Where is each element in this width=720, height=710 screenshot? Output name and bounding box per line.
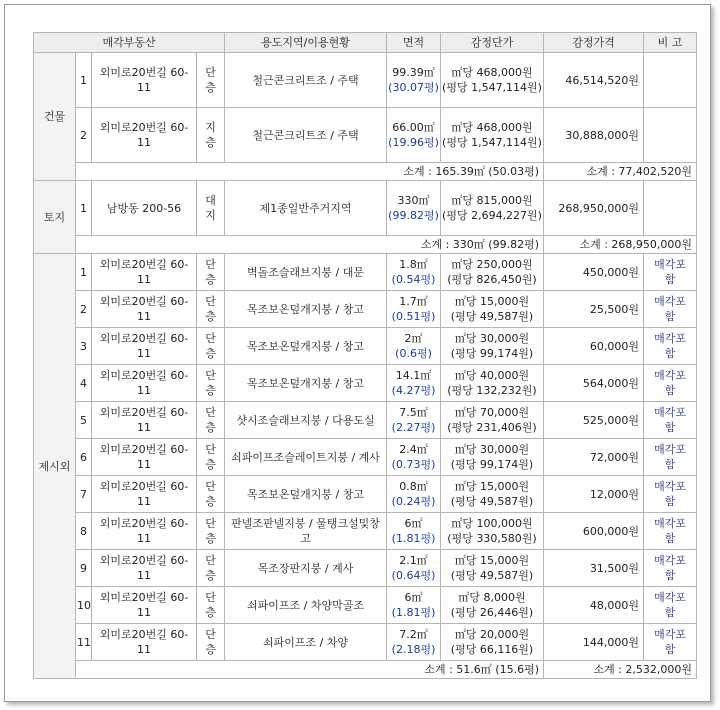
row-address: 외미로20번길 60-11 — [92, 439, 197, 476]
row-address: 외미로20번길 60-11 — [92, 550, 197, 587]
row-kind: 단층 — [197, 513, 225, 550]
row-kind: 단층 — [197, 254, 225, 291]
row-address: 외미로20번길 60-11 — [92, 587, 197, 624]
line-2: (평당 26,446원) — [450, 606, 534, 619]
line-2: (1.81평) — [391, 532, 436, 545]
row-price: 48,000원 — [544, 587, 644, 624]
table-body — [34, 53, 697, 679]
table-row — [34, 550, 697, 587]
line-2: (0.73평) — [391, 458, 436, 471]
row-unit-price — [441, 513, 544, 550]
row-note: 매각포함 — [644, 291, 697, 328]
row-note — [644, 181, 697, 236]
line-2: (0.6평) — [395, 347, 432, 360]
group-label: 건물 — [34, 53, 76, 181]
line-1: ㎡당 8,000원 — [458, 591, 526, 604]
row-usage: 목조보온덮개지붕 / 창고 — [225, 328, 387, 365]
row-usage: 목조보온덮개지붕 / 창고 — [225, 365, 387, 402]
line-1: ㎡당 15,000원 — [454, 480, 530, 493]
line-1: ㎡당 468,000원 — [451, 66, 533, 79]
header-note: 비 고 — [644, 33, 697, 53]
subtotal-area: 소계 : 165.39㎡ (50.03평) — [76, 163, 544, 181]
line-2: (평당 132,232원) — [447, 384, 537, 397]
line-1: 2.4㎡ — [399, 443, 428, 456]
group-label: 토지 — [34, 181, 76, 254]
row-unit-price — [441, 328, 544, 365]
row-address: 외미로20번길 60-11 — [92, 108, 197, 163]
row-address: 남방동 200-56 — [92, 181, 197, 236]
line-1: 1.8㎡ — [399, 258, 428, 271]
line-1: 1.7㎡ — [399, 295, 428, 308]
row-usage: 쇠파이프조슬레이트지붕 / 계사 — [225, 439, 387, 476]
row-usage: 목조장판지붕 / 계사 — [225, 550, 387, 587]
table-row — [34, 624, 697, 661]
row-area — [387, 587, 441, 624]
row-unit-price — [441, 624, 544, 661]
row-price: 25,500원 — [544, 291, 644, 328]
line-1: ㎡당 250,000원 — [451, 258, 533, 271]
line-2: (평당 99,174원) — [450, 458, 534, 471]
row-price: 144,000원 — [544, 624, 644, 661]
line-1: ㎡당 70,000원 — [454, 406, 530, 419]
row-number: 2 — [76, 108, 92, 163]
row-note: 매각포함 — [644, 328, 697, 365]
row-kind: 지층 — [197, 108, 225, 163]
row-kind: 대지 — [197, 181, 225, 236]
row-price: 72,000원 — [544, 439, 644, 476]
row-area — [387, 53, 441, 108]
line-2: (평당 99,174원) — [450, 347, 534, 360]
row-price: 60,000원 — [544, 328, 644, 365]
row-area — [387, 181, 441, 236]
row-note: 매각포함 — [644, 365, 697, 402]
line-2: (평당 2,694,227원) — [442, 209, 542, 222]
row-address: 외미로20번길 60-11 — [92, 53, 197, 108]
row-usage: 판넬조판넬지붕 / 물탱크설및창고 — [225, 513, 387, 550]
row-area — [387, 254, 441, 291]
line-2: (평당 1,547,114원) — [442, 81, 542, 94]
line-1: 6㎡ — [404, 517, 423, 530]
row-unit-price — [441, 439, 544, 476]
line-2: (평당 231,406원) — [447, 421, 537, 434]
appraisal-table — [33, 32, 697, 679]
row-note: 매각포함 — [644, 587, 697, 624]
row-number: 11 — [76, 624, 92, 661]
row-price: 46,514,520원 — [544, 53, 644, 108]
line-1: 2.1㎡ — [399, 554, 428, 567]
row-usage: 쇠파이프조 / 차양 — [225, 624, 387, 661]
row-number: 1 — [76, 53, 92, 108]
row-address: 외미로20번길 60-11 — [92, 476, 197, 513]
row-kind: 단층 — [197, 550, 225, 587]
table-row — [34, 254, 697, 291]
row-address: 외미로20번길 60-11 — [92, 624, 197, 661]
table-row — [34, 365, 697, 402]
row-unit-price — [441, 402, 544, 439]
row-area — [387, 365, 441, 402]
row-note: 매각포함 — [644, 624, 697, 661]
row-area — [387, 439, 441, 476]
row-number: 3 — [76, 328, 92, 365]
row-price: 30,888,000원 — [544, 108, 644, 163]
row-number: 2 — [76, 291, 92, 328]
row-unit-price — [441, 53, 544, 108]
row-note: 매각포함 — [644, 402, 697, 439]
table-row — [34, 53, 697, 108]
row-unit-price — [441, 587, 544, 624]
header-unit-price: 감정단가 — [441, 33, 544, 53]
line-2: (19.96평) — [388, 136, 439, 149]
row-price: 31,500원 — [544, 550, 644, 587]
row-kind: 단층 — [197, 328, 225, 365]
row-unit-price — [441, 291, 544, 328]
table-row — [34, 402, 697, 439]
row-kind: 단층 — [197, 365, 225, 402]
line-2: (평당 330,580원) — [447, 532, 537, 545]
row-note — [644, 108, 697, 163]
subtotal-area: 소계 : 330㎡ (99.82평) — [76, 236, 544, 254]
line-1: ㎡당 40,000원 — [454, 369, 530, 382]
line-2: (평당 826,450원) — [447, 273, 537, 286]
row-unit-price — [441, 254, 544, 291]
line-2: (평당 49,587원) — [450, 495, 534, 508]
row-usage: 제1종일반주거지역 — [225, 181, 387, 236]
row-address: 외미로20번길 60-11 — [92, 365, 197, 402]
line-2: (99.82평) — [388, 209, 439, 222]
line-1: 99.39㎡ — [392, 66, 435, 79]
line-1: ㎡당 15,000원 — [454, 554, 530, 567]
row-address: 외미로20번길 60-11 — [92, 254, 197, 291]
row-note — [644, 53, 697, 108]
row-price: 525,000원 — [544, 402, 644, 439]
row-area — [387, 402, 441, 439]
header-area: 면적 — [387, 33, 441, 53]
line-2: (0.24평) — [391, 495, 436, 508]
row-usage: 목조보온덮개지붕 / 창고 — [225, 476, 387, 513]
row-number: 1 — [76, 181, 92, 236]
row-kind: 단층 — [197, 53, 225, 108]
subtotal-row — [34, 236, 697, 254]
row-price: 564,000원 — [544, 365, 644, 402]
line-1: ㎡당 15,000원 — [454, 295, 530, 308]
table-row — [34, 108, 697, 163]
line-2: (1.81평) — [391, 606, 436, 619]
line-2: (평당 49,587원) — [450, 569, 534, 582]
row-area — [387, 291, 441, 328]
appraisal-frame — [4, 4, 711, 702]
row-unit-price — [441, 550, 544, 587]
line-1: 7.5㎡ — [399, 406, 428, 419]
row-address: 외미로20번길 60-11 — [92, 328, 197, 365]
line-1: 2㎡ — [404, 332, 423, 345]
row-area — [387, 328, 441, 365]
row-kind: 단층 — [197, 476, 225, 513]
row-note: 매각포함 — [644, 476, 697, 513]
row-usage: 목조보온덮개지붕 / 창고 — [225, 291, 387, 328]
line-1: 14.1㎡ — [395, 369, 432, 382]
row-address: 외미로20번길 60-11 — [92, 291, 197, 328]
row-kind: 단층 — [197, 587, 225, 624]
line-1: 7.2㎡ — [399, 628, 428, 641]
row-usage: 벽돌조슬래브지붕 / 대문 — [225, 254, 387, 291]
line-2: (평당 49,587원) — [450, 310, 534, 323]
table-row — [34, 476, 697, 513]
header-row — [34, 33, 697, 53]
row-address: 외미로20번길 60-11 — [92, 513, 197, 550]
subtotal-row — [34, 163, 697, 181]
row-kind: 단층 — [197, 439, 225, 476]
table-row — [34, 328, 697, 365]
line-1: ㎡당 30,000원 — [454, 332, 530, 345]
row-price: 450,000원 — [544, 254, 644, 291]
row-kind: 단층 — [197, 402, 225, 439]
subtotal-price: 소계 : 2,532,000원 — [544, 661, 697, 679]
table-row — [34, 439, 697, 476]
line-2: (2.27평) — [391, 421, 436, 434]
row-area — [387, 513, 441, 550]
row-note: 매각포함 — [644, 550, 697, 587]
row-unit-price — [441, 108, 544, 163]
table-row — [34, 181, 697, 236]
line-2: (4.27평) — [391, 384, 436, 397]
row-price: 12,000원 — [544, 476, 644, 513]
header-property: 매각부동산 — [34, 33, 225, 53]
row-kind: 단층 — [197, 291, 225, 328]
row-area — [387, 476, 441, 513]
row-number: 5 — [76, 402, 92, 439]
row-unit-price — [441, 476, 544, 513]
row-usage: 쇠파이프조 / 차양막골조 — [225, 587, 387, 624]
row-usage: 샷시조슬래브지붕 / 다용도실 — [225, 402, 387, 439]
line-2: (평당 1,547,114원) — [442, 136, 542, 149]
row-usage: 철근콘크리트조 / 주택 — [225, 53, 387, 108]
row-area — [387, 550, 441, 587]
row-area — [387, 108, 441, 163]
subtotal-area: 소계 : 51.6㎡ (15.6평) — [76, 661, 544, 679]
line-2: (0.64평) — [391, 569, 436, 582]
row-number: 9 — [76, 550, 92, 587]
line-2: (30.07평) — [388, 81, 439, 94]
subtotal-price: 소계 : 77,402,520원 — [544, 163, 697, 181]
line-1: ㎡당 20,000원 — [454, 628, 530, 641]
line-1: 6㎡ — [404, 591, 423, 604]
row-unit-price — [441, 365, 544, 402]
row-address: 외미로20번길 60-11 — [92, 402, 197, 439]
row-number: 4 — [76, 365, 92, 402]
header-usage: 용도지역/이용현황 — [225, 33, 387, 53]
line-2: (0.54평) — [391, 273, 436, 286]
line-1: 66.00㎡ — [392, 121, 435, 134]
table-row — [34, 291, 697, 328]
row-usage: 철근콘크리트조 / 주택 — [225, 108, 387, 163]
header-price: 감정가격 — [544, 33, 644, 53]
table-row — [34, 513, 697, 550]
line-1: ㎡당 815,000원 — [451, 194, 533, 207]
line-1: 0.8㎡ — [399, 480, 428, 493]
row-number: 7 — [76, 476, 92, 513]
row-area — [387, 624, 441, 661]
group-label: 제시외 — [34, 254, 76, 679]
line-1: ㎡당 30,000원 — [454, 443, 530, 456]
table-row — [34, 587, 697, 624]
row-number: 10 — [76, 587, 92, 624]
subtotal-row — [34, 661, 697, 679]
line-1: 330㎡ — [397, 194, 430, 207]
line-2: (0.51평) — [391, 310, 436, 323]
subtotal-price: 소계 : 268,950,000원 — [544, 236, 697, 254]
row-number: 8 — [76, 513, 92, 550]
line-1: ㎡당 468,000원 — [451, 121, 533, 134]
row-unit-price — [441, 181, 544, 236]
row-note: 매각포함 — [644, 513, 697, 550]
row-price: 600,000원 — [544, 513, 644, 550]
row-note: 매각포함 — [644, 439, 697, 476]
row-number: 6 — [76, 439, 92, 476]
row-note: 매각포함 — [644, 254, 697, 291]
line-2: (평당 66,116원) — [450, 643, 534, 656]
row-number: 1 — [76, 254, 92, 291]
line-1: ㎡당 100,000원 — [451, 517, 533, 530]
row-kind: 단층 — [197, 624, 225, 661]
row-price: 268,950,000원 — [544, 181, 644, 236]
line-2: (2.18평) — [391, 643, 436, 656]
